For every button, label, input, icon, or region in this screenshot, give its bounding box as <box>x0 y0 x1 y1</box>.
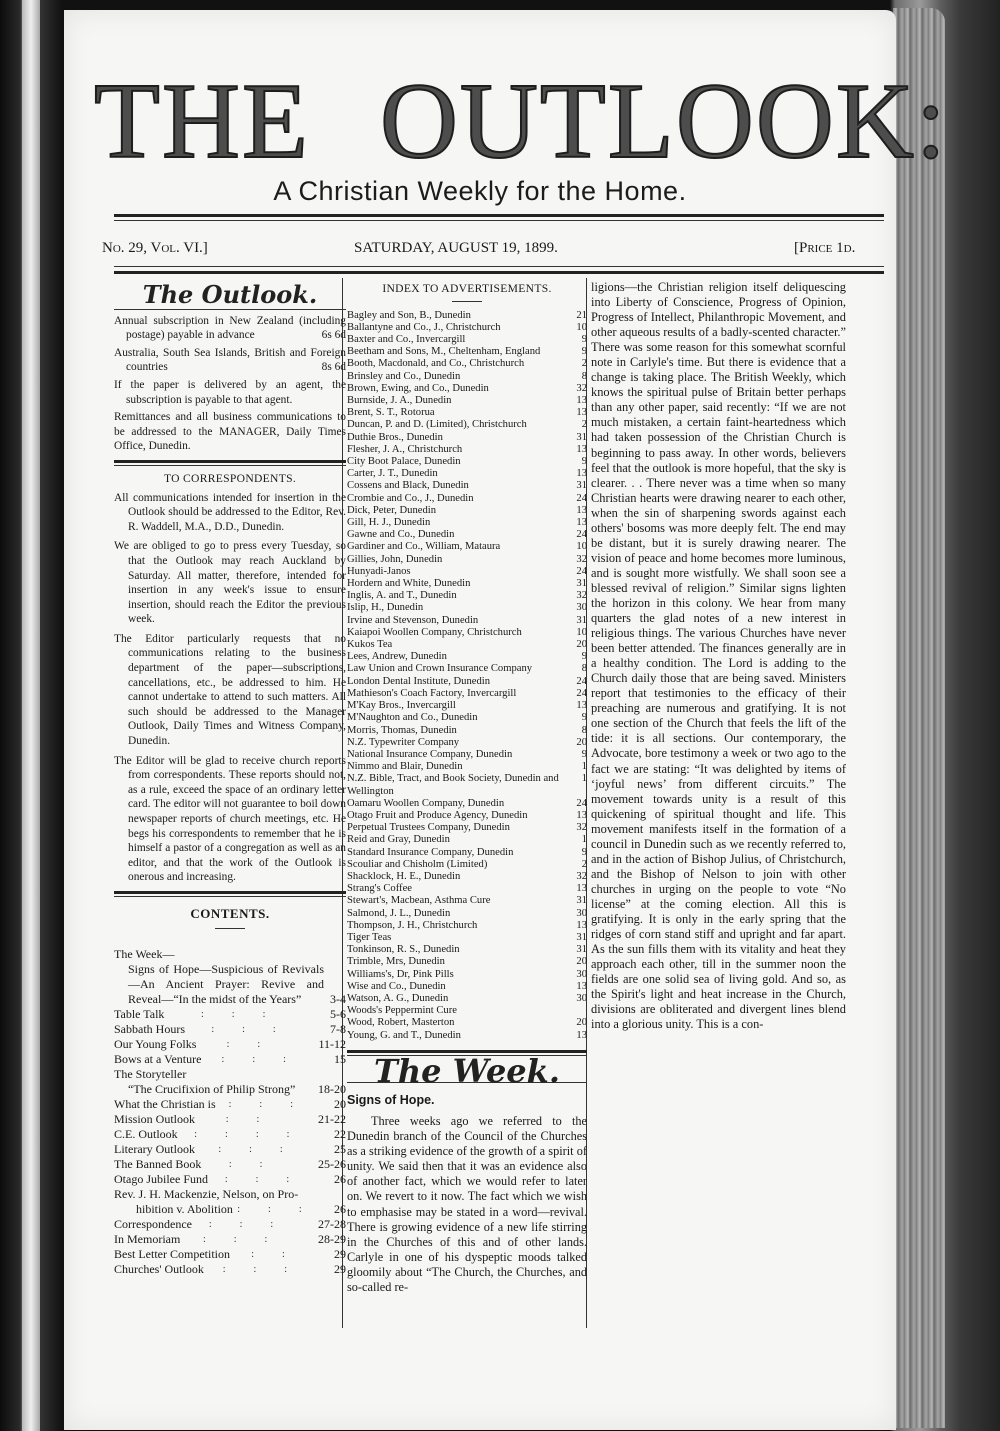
ad-name: Irvine and Stevenson, Dunedin <box>347 614 479 626</box>
ad-name: National Insurance Company, Dunedin <box>347 748 513 760</box>
ad-name: Gillies, John, Dunedin <box>347 553 443 565</box>
ad-page-number: 13 <box>576 883 587 895</box>
column-middle <box>347 280 587 1295</box>
ad-index-entry[interactable] <box>347 627 587 639</box>
ad-index-entry[interactable] <box>347 847 587 859</box>
ad-name: Bagley and Son, B., Dunedin <box>347 309 471 321</box>
contents-list <box>114 947 346 1277</box>
ad-index-entry[interactable] <box>347 651 587 663</box>
ad-name: Gill, H. J., Dunedin <box>347 517 431 529</box>
ad-index-entry[interactable] <box>347 1005 587 1017</box>
ad-name: Tiger Teas <box>347 931 392 943</box>
ad-index-entry[interactable] <box>347 310 587 322</box>
ad-page-number: 13 <box>576 468 587 480</box>
ad-page-number: 20 <box>576 1017 587 1029</box>
ad-page-number: 31 <box>576 614 587 626</box>
masthead-title-outlook: OUTLOOK: <box>379 62 948 181</box>
correspondents-para-2: We are obliged to go to press every Tuesday, so that the Outlook may reach Auckland by Saturday. All matter, therefore, intended for insertion in any week's issue to ensure insertion, should reach the Editor the previous week. <box>114 540 346 626</box>
page-stack-edge <box>893 8 945 1428</box>
ad-index-entry[interactable] <box>347 371 587 383</box>
ad-index-entry[interactable] <box>347 322 587 334</box>
ad-name: Brown, Ewing, and Co., Dunedin <box>347 382 489 394</box>
ad-name: N.Z. Typewriter Company <box>347 736 460 748</box>
ad-page-number: 13 <box>576 407 587 419</box>
ad-index-entry[interactable] <box>347 956 587 968</box>
toc-entry[interactable]: Table Talk ::: 5-6 <box>114 1006 346 1021</box>
ad-name: Inglis, A. and T., Dunedin <box>347 590 457 602</box>
dateline-rule <box>114 266 884 267</box>
ad-page-number: 32 <box>576 870 587 882</box>
ad-page-number: 9 <box>581 748 587 760</box>
issue-date: SATURDAY, AUGUST 19, 1899. <box>354 240 558 256</box>
ad-index-list <box>347 310 587 1042</box>
toc-entry[interactable]: Correspondence ::: 27-28 <box>114 1216 346 1231</box>
ad-name: Burnside, J. A., Dunedin <box>347 395 452 407</box>
ad-index-entry[interactable] <box>347 688 587 700</box>
ad-index-entry[interactable] <box>347 480 587 492</box>
ad-index-entry[interactable] <box>347 834 587 846</box>
ad-index-entry[interactable] <box>347 432 587 444</box>
ad-page-number: 20 <box>576 736 587 748</box>
ad-index-entry[interactable] <box>347 676 587 688</box>
ad-page-number: 31 <box>576 895 587 907</box>
ad-index-entry[interactable] <box>347 358 587 370</box>
dateline <box>102 240 892 262</box>
ad-page-number: 8 <box>581 724 587 736</box>
ad-index-entry[interactable] <box>347 1017 587 1029</box>
ad-page-number: 30 <box>576 992 587 1004</box>
ad-index-entry[interactable] <box>347 932 587 944</box>
ad-index-entry[interactable] <box>347 639 587 651</box>
ad-page-number: 13 <box>576 517 587 529</box>
agent-note: If the paper is delivered by an agent, the subscription is payable to that agent. <box>114 378 346 406</box>
toc-entry[interactable]: Bows at a Venture ::: 15 <box>114 1051 346 1066</box>
toc-entry[interactable]: The Banned Book :: 25-26 <box>114 1156 346 1171</box>
ad-page-number: 2 <box>581 858 587 870</box>
ad-index-entry[interactable] <box>347 407 587 419</box>
ad-index-entry[interactable] <box>347 712 587 724</box>
toc-entry[interactable]: Mission Outlook :: 21-22 <box>114 1111 346 1126</box>
ad-name: Tonkinson, R. S., Dunedin <box>347 944 460 956</box>
toc-entry[interactable]: Best Letter Competition :: 29 <box>114 1246 346 1261</box>
ad-name: Beetham and Sons, M., Cheltenham, England <box>347 346 541 358</box>
ad-page-number: 20 <box>576 639 587 651</box>
ad-page-number: 13 <box>576 809 587 821</box>
ad-page-number: 24 <box>576 492 587 504</box>
contents-rule <box>215 928 245 929</box>
ad-page-number <box>569 1005 587 1017</box>
ad-name: Shacklock, H. E., Dunedin <box>347 870 461 882</box>
ad-page-number: 1 <box>581 773 587 785</box>
ad-page-number: 13 <box>576 980 587 992</box>
masthead-title <box>94 62 948 181</box>
column-left <box>114 280 346 1277</box>
ad-name: Reid and Gray, Dunedin <box>347 834 450 846</box>
ad-page-number: 8 <box>581 663 587 675</box>
toc-entry[interactable]: Literary Outlook ::: 25 <box>114 1141 346 1156</box>
ad-page-number: 2 <box>581 358 587 370</box>
ad-page-number: 1 <box>581 761 587 773</box>
ad-index-entry[interactable] <box>347 444 587 456</box>
toc-entry-storyteller[interactable]: “The Crucifixion of Philip Strong” 18-20 <box>128 1081 346 1096</box>
ad-page-number: 31 <box>576 578 587 590</box>
ad-page-number: 13 <box>576 504 587 516</box>
ad-index-entry[interactable] <box>347 602 587 614</box>
ad-index-entry[interactable] <box>347 383 587 395</box>
ad-index-entry[interactable] <box>347 578 587 590</box>
ad-name: Ballantyne and Co., J., Christchurch <box>347 321 501 333</box>
ad-page-number: 32 <box>576 553 587 565</box>
ad-page-number: 32 <box>576 822 587 834</box>
ad-name: Hunyadi-Janos <box>347 565 411 577</box>
scan-left-edge <box>22 0 40 1431</box>
toc-entry[interactable]: C.E. Outlook :::: 22 <box>114 1126 346 1141</box>
ad-name: Baxter and Co., Invercargill <box>347 334 466 345</box>
toc-storyteller-heading: The Storyteller <box>114 1066 187 1081</box>
ad-index-entry[interactable] <box>347 419 587 431</box>
ad-name: Kukos Tea <box>347 639 393 651</box>
ad-index-entry[interactable] <box>347 663 587 675</box>
signs-of-hope-subheading: Signs of Hope. <box>347 1093 435 1108</box>
ad-index-entry[interactable] <box>347 969 587 981</box>
ad-name: Wood, Robert, Masterton <box>347 1017 455 1029</box>
toc-entry[interactable]: In Memoriam ::: 28-29 <box>114 1231 346 1246</box>
ad-name: Thompson, J. H., Christchurch <box>347 919 478 931</box>
correspondents-para-3: The Editor particularly requests that no communications relating to the business department of the paper—subscriptions, cancellations, etc., be addressed to him. He cannot undertake to attend to such matters. All such should be addressed to the Manager Outlook, Daily Times and Witness Company, Dunedin. <box>114 632 346 748</box>
ad-name: Cossens and Black, Dunedin <box>347 480 469 492</box>
toc-entry[interactable]: Churches' Outlook ::: 29 <box>114 1261 346 1276</box>
ad-name: Wise and Co., Dunedin <box>347 980 446 992</box>
ad-index-entry[interactable] <box>347 859 587 871</box>
ad-name: Perpetual Trustees Company, Dunedin <box>347 822 510 834</box>
dateline-rule-thick <box>114 271 884 274</box>
ad-index-entry[interactable] <box>347 517 587 529</box>
ad-index-entry[interactable] <box>347 773 587 797</box>
issue-price: [Price 1d. <box>794 240 856 256</box>
ad-name: M'Naughton and Co., Dunedin <box>347 712 478 724</box>
ad-index-entry[interactable] <box>347 615 587 627</box>
ad-index-entry[interactable] <box>347 395 587 407</box>
toc-entry[interactable]: Sabbath Hours ::: 7-8 <box>114 1021 346 1036</box>
ad-page-number: 32 <box>576 382 587 394</box>
ad-name: Gawne and Co., Dunedin <box>347 529 455 541</box>
ad-index-entry[interactable] <box>347 871 587 883</box>
ad-page-number: 24 <box>576 687 587 699</box>
ad-name: Dick, Peter, Dunedin <box>347 504 437 516</box>
ad-name: Hordern and White, Dunedin <box>347 578 471 590</box>
ad-name: Scouliar and Chisholm (Limited) <box>347 858 488 870</box>
ad-page-number: 24 <box>576 565 587 577</box>
ad-index-rule <box>452 301 482 302</box>
ad-index-entry[interactable] <box>347 993 587 1005</box>
ad-name: N.Z. Bible, Tract, and Book Society, Dunedin and Wellington <box>347 773 559 797</box>
toc-entry[interactable]: What the Christian is ::: 20 <box>114 1096 346 1111</box>
ad-name: Flesher, J. A., Christchurch <box>347 443 463 455</box>
ad-name: Watson, A. G., Dunedin <box>347 992 449 1004</box>
toc-entry[interactable]: Otago Jubilee Fund ::: 26 <box>114 1171 346 1186</box>
ad-name: London Dental Institute, Dunedin <box>347 675 490 687</box>
ad-page-number: 31 <box>576 944 587 956</box>
ad-index-entry[interactable] <box>347 334 587 346</box>
column-right <box>591 280 846 1032</box>
ad-name: Duthie Bros., Dunedin <box>347 431 443 443</box>
ad-page-number: 32 <box>576 590 587 602</box>
ad-page-number: 21 <box>576 309 587 321</box>
ad-page-number: 8 <box>581 370 587 382</box>
toc-entry-mackenzie[interactable]: hibition v. Abolition ::: 26 <box>136 1201 346 1216</box>
ad-page-number: 9 <box>581 846 587 858</box>
ad-page-number: 31 <box>576 480 587 492</box>
ad-index-entry[interactable] <box>347 737 587 749</box>
ad-index-entry[interactable] <box>347 920 587 932</box>
ad-index-entry[interactable] <box>347 346 587 358</box>
ad-page-number: 24 <box>576 797 587 809</box>
ad-page-number: 1 <box>581 834 587 846</box>
correspondents-para-4: The Editor will be glad to receive church reports from correspondents. These reports should not, as a rule, exceed the space of an ordinary letter card. The editor will not guarantee to boil down newspaper reports of church meetings, etc. He begs his correspondents to remember that he is himself a pastor of a congregation as well as an editor, and that the work of the Outlook is onerous and increasing. <box>114 754 346 884</box>
ad-index-entry[interactable] <box>347 895 587 907</box>
ad-name: Woods's Peppermint Cure <box>347 1005 457 1017</box>
ad-page-number: 30 <box>576 602 587 614</box>
ad-name: Brinsley and Co., Dunedin <box>347 370 461 382</box>
masthead-subtitle: A Christian Weekly for the Home. <box>273 176 687 206</box>
section-divider <box>114 460 346 466</box>
ad-index-entry[interactable] <box>347 541 587 553</box>
ad-index-entry[interactable] <box>347 749 587 761</box>
ad-name: Law Union and Crown Insurance Company <box>347 663 533 675</box>
ad-index-entry[interactable] <box>347 700 587 712</box>
ad-name: Brent, S. T., Rotorua <box>347 407 435 419</box>
ad-page-number: 13 <box>576 395 587 407</box>
ad-index-entry[interactable] <box>347 810 587 822</box>
ad-name: Lees, Andrew, Dunedin <box>347 651 447 663</box>
ad-page-number: 9 <box>581 334 587 345</box>
ad-page-number: 30 <box>576 907 587 919</box>
ad-name: Williams's, Dr, Pink Pills <box>347 968 454 980</box>
subscription-nz: Annual subscription in New Zealand (including postage) payable in advance 6s 6d <box>114 314 346 342</box>
ad-page-number: 13 <box>576 919 587 931</box>
ad-name: Otago Fruit and Produce Agency, Dunedin <box>347 809 528 821</box>
masthead-rule-thin <box>114 220 884 221</box>
issue-number: No. 29, Vol. VI.] <box>102 240 208 256</box>
ad-name: Duncan, P. and D. (Limited), Christchurch <box>347 419 527 431</box>
ad-name: Morris, Thomas, Dunedin <box>347 724 457 736</box>
ad-index-entry[interactable] <box>347 725 587 737</box>
ad-index-entry[interactable] <box>347 468 587 480</box>
section-divider <box>114 891 346 897</box>
ad-index-entry[interactable] <box>347 529 587 541</box>
ad-name: Crombie and Co., J., Dunedin <box>347 492 474 504</box>
ad-index-heading: INDEX TO ADVERTISEMENTS. <box>382 282 552 295</box>
ad-page-number: 24 <box>576 675 587 687</box>
masthead-rule <box>114 214 884 217</box>
ad-page-number: 13 <box>576 1029 587 1041</box>
ad-index-entry[interactable] <box>347 554 587 566</box>
ad-name: City Boot Palace, Dunedin <box>347 456 461 468</box>
ad-name: Gardiner and Co., William, Mataura <box>347 541 501 553</box>
ad-page-number: 13 <box>576 443 587 455</box>
ad-name: Trimble, Mrs, Dunedin <box>347 956 445 968</box>
ad-index-entry[interactable] <box>347 883 587 895</box>
subscription-foreign-price: 8s 6d <box>321 361 346 374</box>
ad-name: Mathieson's Coach Factory, Invercargill <box>347 687 517 699</box>
ad-page-number: 31 <box>576 931 587 943</box>
ad-index-entry[interactable] <box>347 566 587 578</box>
ad-name: Booth, Macdonald, and Co., Christchurch <box>347 358 525 370</box>
ad-page-number: 10 <box>576 321 587 333</box>
ad-index-entry[interactable] <box>347 590 587 602</box>
ad-index-entry[interactable] <box>347 822 587 834</box>
ad-page-number: 30 <box>576 968 587 980</box>
ad-page-number: 10 <box>576 626 587 638</box>
ad-name: Stewart's, Macbean, Asthma Cure <box>347 895 491 907</box>
ad-page-number: 31 <box>576 431 587 443</box>
toc-mackenzie-line1: Rev. J. H. Mackenzie, Nelson, on Pro- <box>114 1186 299 1201</box>
ad-name: Oamaru Woollen Company, Dunedin <box>347 797 505 809</box>
correspondents-heading: TO CORRESPONDENTS. <box>163 471 297 485</box>
ad-index-entry[interactable] <box>347 908 587 920</box>
signs-of-hope-text: Three weeks ago we referred to the Dunedin branch of the Council of the Churches as a striking evidence of the growth of a spirit of unity. We said then that it was an evidence also of another fact, which we would refer to later on. We revert to it now. The fact which we wish to emphasise may be stated in a word—revival. There is growing evidence of a new life stirring in the Churches of this and of other lands. Carlyle in one of his dyspeptic moods talked gloomily about “The Church, the Churches, and so-called re- <box>347 1113 587 1294</box>
ad-name: Salmond, J. L., Dunedin <box>347 907 451 919</box>
ad-page-number: 9 <box>581 346 587 358</box>
ad-index-entry[interactable] <box>347 1030 587 1042</box>
ad-page-number: 2 <box>581 419 587 431</box>
ad-page-number: 20 <box>576 956 587 968</box>
ad-name: Islip, H., Dunedin <box>347 602 424 614</box>
ad-page-number: 9 <box>581 456 587 468</box>
ad-index-entry[interactable] <box>347 456 587 468</box>
article-continuation: ligions—the Christian religion itself deliquescing into Liberty of Conscience, Progress of Opinion, Progress of Intellect, Philanthropic Movement, and other aqueous results of a badly-scented character.” There was some reason for this somewhat scornful note in Carlyle's time. But there is evidence that a change is taking place. The British Weekly, which knows the spiritual pulse of Britain better perhaps than any other paper, said recently: “If we are not much mistaken, a certain faint-heartedness which had taken possession of the Christian Church is beginning to pass away. In other words, believers feel that the outlook is more hopeful, that the sky is clearer. . . There never was a time when so many Christian hearts were drawing nearer to each other, when the sin of sharpening swords against each others' bosoms was more deeply felt. The end may be distant, but it is surely drawing nearer. The vision of peace and home becomes more luminous, and is sought more wistfully. We shall soon see a blessed revival of religion.” Similar signs lighten the horizon in this colony. We hear from many quarters the glad notes of a new interest in religious things. The various Churches have never been better attended. The finances generally are in a healthy condition. The Lord is adding to the Church daily those that are being saved. Ministers report that testimonies to the efficacy of their preaching are numerous and gratifying. It is not one section of the Church that feels the lift of the tide: it is all sections. Our contemporary, the Advocate, bore testimony a week or two ago to the fact we are stating: “It was delighted by items of ‘joyful news’ from different circuits.” The movement towards unity is a result of this quickening of spiritual thought and life. This movement manifests itself in the formation of a council in Dunedin such as we recently referred to, and in the action of Bishop Julius, of Christchurch, and the Bishop of Nelson to join with other churches in urging on the people to vote “No license” at the coming election. All this is gratifying. It is only in the early spring that the ridges of corn stand stiff and upright and far apart. As the sun fills them with its vitality and heat they approach each other, till in the summer noon the fields are one solid sea of living gold. And so, as the Spirit's light and heat increase in the Church, divisions are obliterated and divergent lines blend into a glorious unity. This is a con- <box>591 280 846 1032</box>
ad-index-entry[interactable] <box>347 505 587 517</box>
subscription-nz-price: 6s 6d <box>321 329 346 342</box>
ad-name: Carter, J. T., Dunedin <box>347 468 438 480</box>
correspondents-para-1: All communications intended for insertion in the Outlook should be addressed to the Editor, Rev. R. Waddell, M.A., D.D., Dunedin. <box>114 491 346 533</box>
ad-name: Young, G. and T., Dunedin <box>347 1029 461 1041</box>
ad-index-entry[interactable] <box>347 798 587 810</box>
contents-heading: CONTENTS. <box>190 905 270 921</box>
ad-page-number: 13 <box>576 700 587 712</box>
ad-page-number: 24 <box>576 529 587 541</box>
week-heading: The Week. <box>374 1051 560 1090</box>
ad-name: Nimmo and Blair, Dunedin <box>347 761 463 773</box>
ad-index-entry[interactable] <box>347 761 587 773</box>
ad-page-number: 10 <box>576 541 587 553</box>
ad-name: Standard Insurance Company, Dunedin <box>347 846 514 858</box>
toc-entry[interactable]: Our Young Folks :: 11-12 <box>114 1036 346 1051</box>
toc-week-heading: The Week— <box>114 946 175 961</box>
outlook-box-heading: The Outlook. <box>142 280 318 309</box>
ad-index-entry[interactable] <box>347 493 587 505</box>
masthead-title-the: THE <box>94 62 310 181</box>
remittances-note: Remittances and all business communications to be addressed to the MANAGER, Daily Times Office, Dunedin. <box>114 411 346 453</box>
ad-page-number: 9 <box>581 651 587 663</box>
toc-entry-week[interactable]: Signs of Hope—Suspicious of Revivals—An Ancient Prayer: Revive and Reveal—“In the midst of the Years” 3-4 <box>128 961 346 1006</box>
newspaper-page <box>64 10 948 1430</box>
ad-name: Strang's Coffee <box>347 883 412 895</box>
ad-index-entry[interactable] <box>347 981 587 993</box>
ad-name: M'Kay Bros., Invercargill <box>347 700 456 712</box>
ad-page-number: 9 <box>581 712 587 724</box>
subscription-foreign: Australia, South Sea Islands, British and Foreign countries 8s 6d <box>114 346 346 374</box>
ad-index-entry[interactable] <box>347 944 587 956</box>
ad-name: Kaiapoi Woollen Company, Christchurch <box>347 626 522 638</box>
